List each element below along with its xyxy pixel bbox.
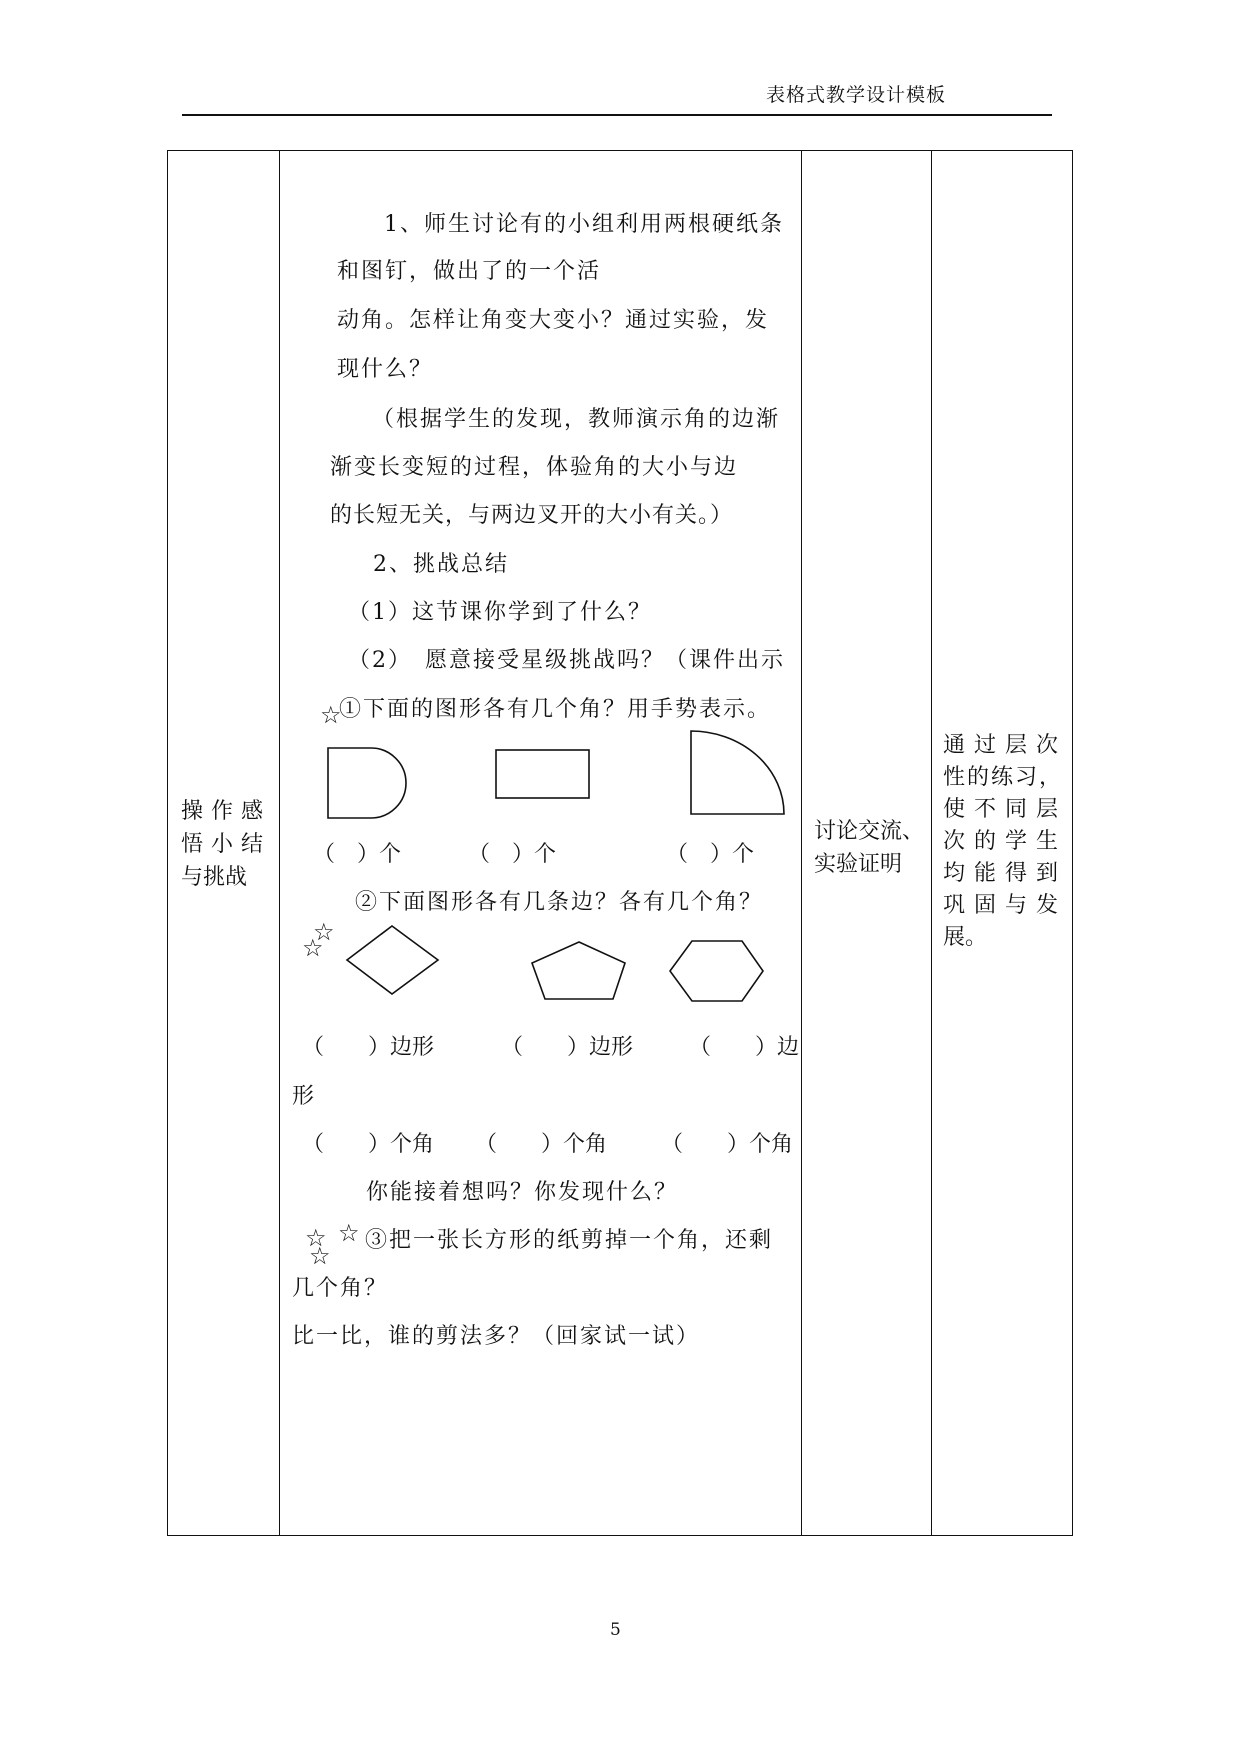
phase-line: 操作感 (181, 799, 272, 824)
design-intent (943, 730, 1067, 954)
quarter-circle-figure (690, 730, 786, 816)
intent-line: 均能得到 (943, 861, 1068, 886)
rectangle-figure (495, 749, 591, 801)
star-icon: ☆ (313, 918, 335, 946)
para2-line: 渐变长变短的过程，体验角的大小与边 (330, 455, 739, 480)
para1-line: 现什么？ (337, 357, 434, 382)
intent-line: 展。 (943, 925, 988, 950)
question-1: （1）这节课你学到了什么？ (348, 600, 652, 625)
angles-blank: （ ）个角 (475, 1132, 608, 1157)
para1-line: 动角。怎样让角变大变小？通过实验，发 (337, 308, 770, 333)
header-rule (182, 114, 1052, 116)
star-icon: ☆ (309, 1242, 331, 1270)
phase-line: 悟小结 (181, 832, 272, 857)
section-heading: 2、挑战总结 (373, 552, 509, 577)
follow-up-question: 你能接着想吗？你发现什么？ (366, 1180, 679, 1205)
sides-blank: （ ）边 (689, 1035, 800, 1060)
star-icon: ☆ (305, 1224, 327, 1252)
star-icon: ☆ (338, 1219, 360, 1247)
answer-blank: （ ）个 (468, 842, 557, 867)
sides-wrap: 形 (292, 1084, 315, 1109)
rhombus-figure (345, 924, 441, 996)
challenge-3-text: ③把一张长方形的纸剪掉一个角，还剩 (365, 1228, 774, 1253)
intent-line: 性的练习， (943, 765, 1064, 790)
angles-blank: （ ）个角 (661, 1132, 794, 1157)
para1-line: 和图钉，做出了的一个活 (337, 259, 602, 284)
intent-line: 巩固与发 (943, 893, 1068, 918)
star-icon: ☆ (302, 934, 324, 962)
challenge-3-follow: 比一比，谁的剪法多？（回家试一试） (292, 1324, 701, 1349)
pentagon-figure (530, 940, 628, 1002)
answer-blank: （ ）个 (666, 842, 755, 867)
page-number: 5 (610, 1620, 621, 1640)
hexagon-figure (668, 939, 766, 1003)
intent-line: 使不同层 (943, 797, 1068, 822)
question-2: （2） 愿意接受星级挑战吗？（课件出示 (348, 648, 785, 673)
phase-label (181, 795, 271, 894)
sides-blank: （ ）边形 (302, 1035, 435, 1060)
para2-line: 的长短无关，与两边叉开的大小有关。） (330, 503, 734, 528)
angles-blank: （ ）个角 (302, 1132, 435, 1157)
method-line: 讨论交流、 (814, 819, 925, 844)
teaching-method (814, 815, 924, 881)
star-icon: ☆ (320, 701, 342, 729)
method-line: 实验证明 (814, 852, 903, 877)
intent-line: 通过层次 (943, 733, 1068, 758)
intent-line: 次的学生 (943, 829, 1068, 854)
challenge-2-text: ②下面图形各有几条边？各有几个角？ (355, 890, 764, 915)
header-title: 表格式教学设计模板 (765, 84, 946, 106)
challenge-3-wrap: 几个角？ (292, 1276, 389, 1301)
sides-blank: （ ）边形 (501, 1035, 634, 1060)
phase-line: 与挑战 (181, 865, 248, 890)
para2-line: （根据学生的发现，教师演示角的边渐 (372, 407, 781, 432)
para1-line: 1、师生讨论有的小组利用两根硬纸条 (384, 212, 784, 237)
answer-blank: （ ）个 (313, 842, 402, 867)
challenge-1-text: ①下面的图形各有几个角？用手势表示。 (339, 697, 772, 722)
d-shape-figure (327, 747, 407, 819)
